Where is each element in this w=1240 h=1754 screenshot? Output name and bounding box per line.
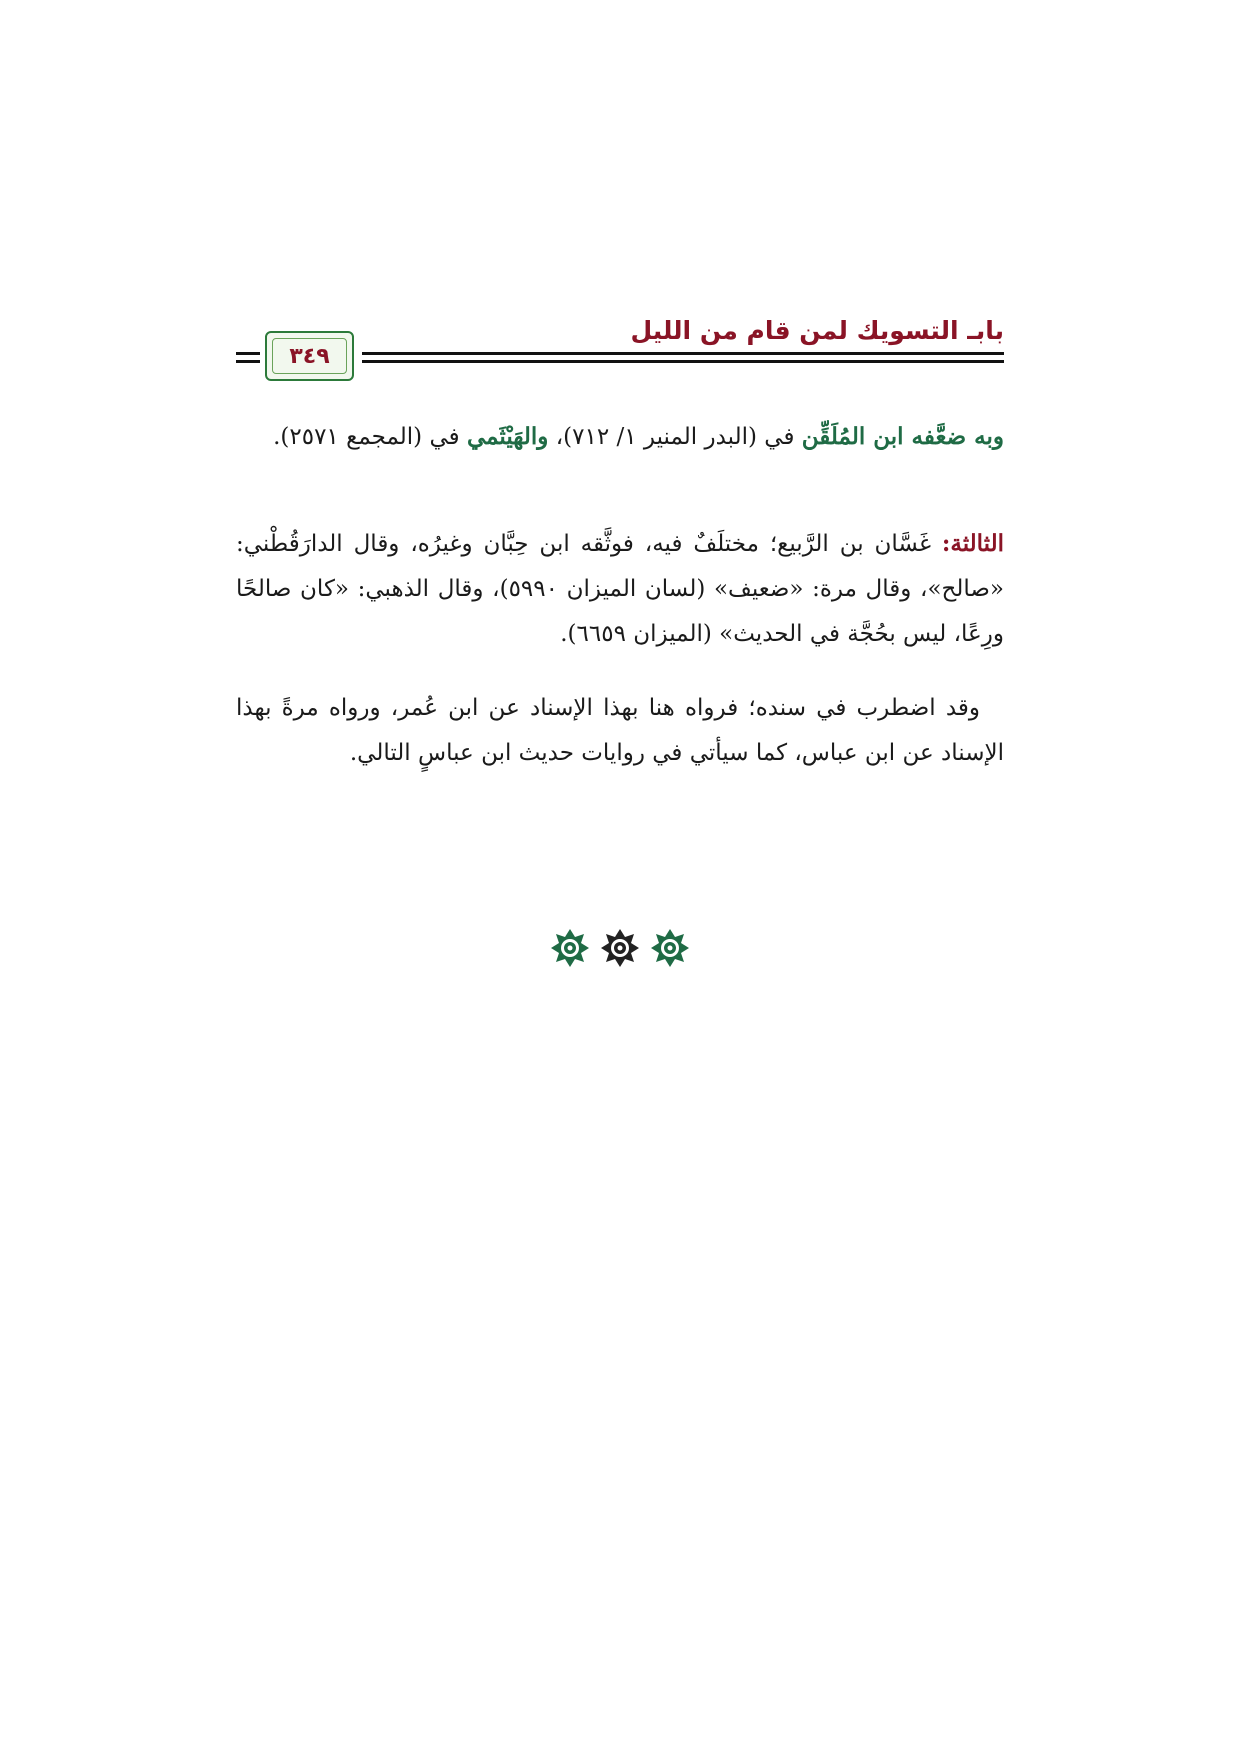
paragraph-1 (236, 414, 1004, 460)
header-rule-top-left (236, 352, 260, 355)
rosette-icon (650, 928, 690, 968)
header-rule-bottom-left (236, 360, 260, 363)
page-number: ٣٤٩ (289, 343, 330, 369)
scholar-name-ibn-mulaqqin: وبه ضعَّفه ابن المُلَقِّن (801, 423, 1004, 450)
page-number-badge (265, 331, 354, 381)
section-end-ornaments (0, 928, 1240, 968)
paragraph-2-text: غَسَّان بن الرَّبيع؛ مختلَفٌ فيه، فوثَّقه ابن حِبَّان وغيرُه، وقال الدارَقُطْني: «صالح»، وقال مرة: «ضعيف» (لسان الميزان ٥٩٩٠)، وقال الذهبي: «كان صالحًا ورِعًا، ليس بحُجَّة في الحديث» (الميزان ٦٦٥٩). (236, 531, 1004, 647)
paragraph-1-text-a: في (البدر المنير ١/ ٧١٢)، (548, 424, 802, 450)
rosette-icon (550, 928, 590, 968)
paragraph-2 (236, 521, 1004, 657)
header-rule-bottom-right (362, 360, 1004, 363)
chapter-title: بابـ التسويك لمن قام من الليل (630, 316, 1004, 345)
rosette-icon (600, 928, 640, 968)
paragraph-3-text: وقد اضطرب في سنده؛ فرواه هنا بهذا الإسناد عن ابن عُمر، ورواه مرةً بهذا الإسناد عن ابن عباس، كما سيأتي في روايات حديث ابن عباسٍ التالي. (236, 695, 1004, 766)
third-point-label: الثالثة: (941, 530, 1004, 557)
paragraph-1-text-b: في (المجمع ٢٥٧١). (273, 424, 467, 450)
scholar-name-haythami: والهَيْثَمي (466, 423, 549, 450)
paragraph-3 (236, 686, 1004, 776)
header-rule-top-right (362, 352, 1004, 355)
